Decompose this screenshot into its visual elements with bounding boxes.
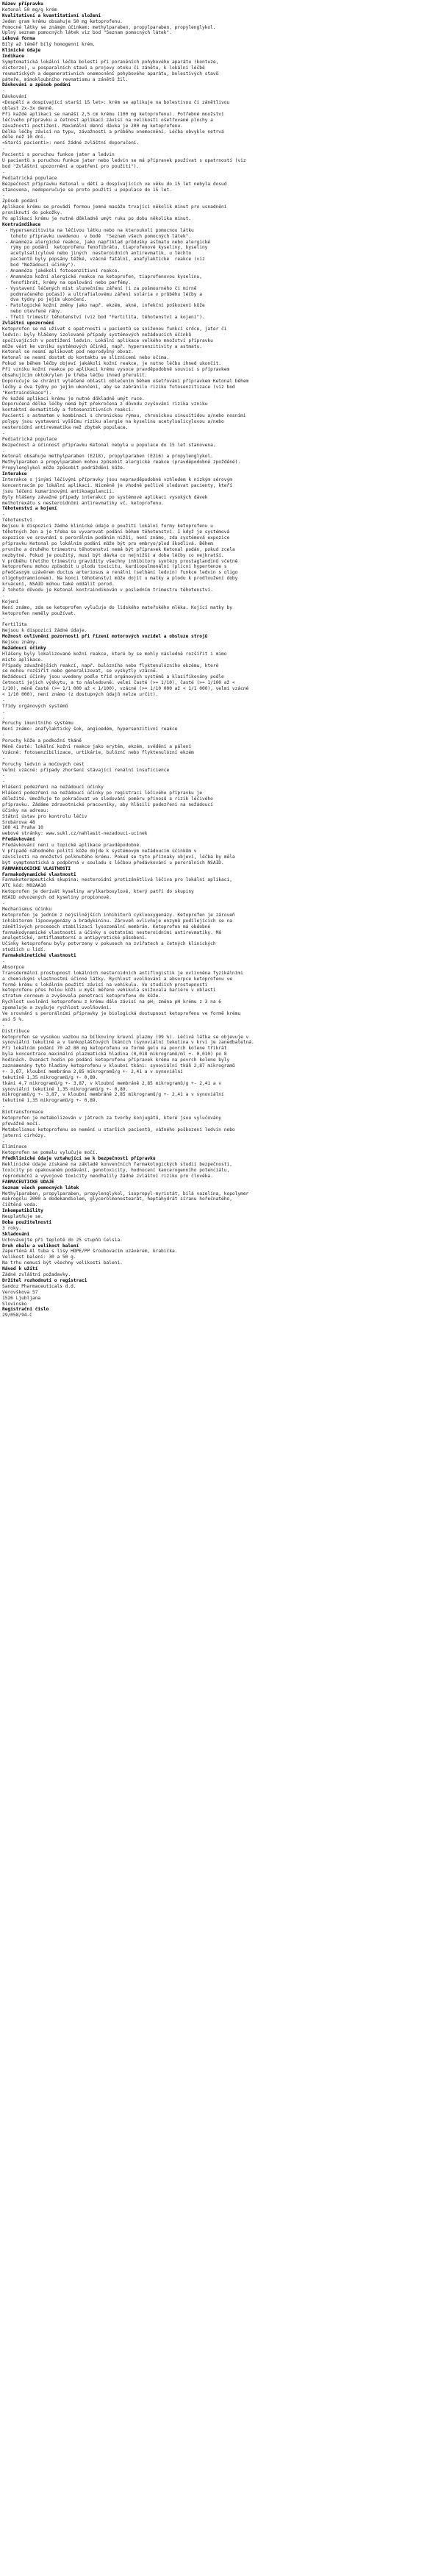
text-line: dva týdny po jejím ukončení.	[2, 297, 87, 303]
text-line: Méně časté: lokální kožní reakce jako erytém, ekzém, svědění a pálení	[2, 744, 192, 749]
text-line: pacientů byly popsány těžké, vzácně fatální, anafylaktické reakce (viz	[2, 257, 205, 263]
section-heading: Inkompatibility	[2, 1208, 43, 1214]
text-line: < 1/10 000), není známo (z dostupných údajů nelze určit).	[2, 691, 159, 697]
text-line: expozice ve srovnání s perorálním podáním nižší, není známo, zda systémová expozice	[2, 535, 230, 540]
text-line: Po každé aplikaci krému je nutné důkladně umýt ruce.	[2, 396, 145, 402]
text-line: zpomaluje a zvyšuje rychlost uvolňování.	[2, 1005, 112, 1011]
text-line: nesteroidní antirevmatika než zbytek populace.	[2, 425, 129, 431]
text-line: Jeden gram krému obsahuje 50 mg ketoprofenu.	[2, 18, 123, 24]
text-line: Biotransformace	[2, 1110, 43, 1116]
text-line: Není známo: anafylaktický šok, angioedém, hypersenzitivní reakce	[2, 727, 178, 732]
text-line: -	[2, 593, 5, 599]
text-line: Farmakoterapeutická skupina: nesteroidní protizánětlivá léčiva pro lokální aplikaci,	[2, 877, 232, 883]
text-line: Symptomatická lokální léčba bolesti při poraněních pohybového aparátu (kontuze,	[2, 59, 219, 65]
text-line: Methylparaben a propylparaben mohou způsobit alergické reakce (pravděpodobně zpožděné).	[2, 460, 241, 465]
text-line: analgetické, antiflamatorní a antipyretické působení.	[2, 935, 148, 941]
text-line: důležité. Umožňuje to pokračovat ve sledování poměru přínosů a rizik léčivého	[2, 796, 213, 802]
text-line: čištěná voda.	[2, 1202, 38, 1208]
text-line: Vzácné: fotosenzibilizace, urtikárie, bulózní nebo flyktenulózní ekzém	[2, 749, 194, 755]
text-line: Ketonal se nesmí dostat do kontaktu se sliznicemi nebo očima.	[2, 355, 170, 361]
text-line: Byly hlášeny závažné případy interakcí po systémové aplikaci vysokých dávek	[2, 494, 208, 500]
text-line: déle než 10 dní.	[2, 135, 46, 140]
text-line: <Starší pacienti>: není žádné zvláštní doporučení.	[2, 140, 140, 146]
text-line: Pacienti s astmatem v kombinaci s chronickou rýmou, chronickou sinusitidou a/nebo nosními	[2, 413, 246, 419]
text-line: může vést ke vzniku systémových účinků, např. hypersenzitivity a astmatu.	[2, 343, 202, 349]
text-line: Pacienti s poruchou funkce jater a ledvin	[2, 152, 115, 158]
text-line: spočívajících v postižení ledvin. Lokální aplikace velkého množství přípravku	[2, 338, 213, 343]
text-line: - Anamnéza jakékoli fotosenzitivní reakce.	[2, 268, 121, 274]
text-line: přípravku. Žádáme zdravotnické pracovníky, aby hlásili podezření na nežádoucí	[2, 802, 213, 807]
text-line: NSAID odvozených od kyseliny propionové.	[2, 895, 112, 901]
text-line: Neklinické údaje získané na základě konvenčních farmakologických studií bezpečnosti,	[2, 1162, 232, 1168]
text-line: -	[2, 901, 5, 907]
text-line: Poruchy kůže a podkožní tkáně	[2, 738, 82, 744]
text-line: webové stránky: www.sukl.cz/nahlasit-nezadouci-ucinek	[2, 831, 148, 837]
text-line: Ketoprofen je jedním z nejsilnějších inhibitorů cyklooxygenázy. Ketoprofen je zároveň	[2, 912, 235, 918]
text-line: Z tohoto důvodu je Ketonal kontraindikován v posledním trimestru těhotenství.	[2, 587, 213, 593]
section-heading: Dávkování a způsob podání	[2, 82, 71, 88]
text-line: -	[2, 1138, 5, 1144]
text-line: 100 41 Praha 10	[2, 825, 43, 831]
text-line: Při každé aplikaci se nanáší 2,5 cm krému (100 mg ketoprofenu). Potřebné množství	[2, 111, 224, 117]
text-line: -	[2, 169, 5, 175]
section-heading: Zvláštní upozornění	[2, 320, 54, 326]
text-line: prvního a druhého trimestru těhotenství nemá být přípravek Ketonal podán, pokud zcela	[2, 546, 235, 552]
text-line: Kojení	[2, 599, 19, 604]
text-line: páteře, mimokloubního revmatismu a zánětů žil.	[2, 76, 129, 82]
text-line: bod "Nežádoucí účinky").	[2, 263, 76, 268]
section-heading: Návod k užití	[2, 1266, 38, 1272]
section-heading: Registrační číslo	[2, 1307, 49, 1313]
text-line: mikrogramů/g +- 3,87, v kloubní membráně 2,85 mikrogramů/g +- 2,41 a v synoviální	[2, 1092, 224, 1098]
text-line: V průběhu třetího trimestru gravidity všechny inhibitory syntézy prostaglandinů včetně	[2, 558, 238, 564]
text-line: -	[2, 715, 5, 721]
text-line: předčasným uzávěrem ductus arteriosus a renální (selhání ledvin) funkce ledvin s oligo	[2, 570, 238, 576]
text-line: účinky na adresu:	[2, 807, 49, 813]
section-heading: Farmakokinetické vlastnosti	[2, 953, 76, 959]
text-line: Neuplatňuje se.	[2, 1214, 43, 1220]
text-line: Při vzniku kožní reakce po aplikaci krému vysoce pravděpodobně souvisí s přípravkem	[2, 367, 230, 373]
text-line: V případě náhodného polití kůže dojde k systémovým nežádoucím účinkům v	[2, 849, 197, 854]
text-line: Fertilita	[2, 622, 27, 628]
text-line: Verovškova 57	[2, 1289, 38, 1295]
text-line: závislosti na množství polknutého krému. Pokud se tyto příznaky objeví, léčba by měla	[2, 854, 235, 860]
text-line: - Vystavení léčených míst slunečnímu záření (i za pošmourného či mírně	[2, 285, 197, 291]
text-line: zánětlivých procesech stabilizací lysozomální membrán. Ketoprofen má obdobné	[2, 924, 211, 930]
text-line: -	[2, 193, 5, 199]
text-line: jsou léčeni kumarinovými antikoagulancii.	[2, 488, 115, 494]
section-heading: FARMACEUTICKÉ ÚDAJE	[2, 1179, 54, 1185]
text-line: převážně močí.	[2, 1121, 41, 1127]
text-line: koncentracím po lokální aplikaci. Nicméně je vhodné pečlivě sledovat pacienty, kteří	[2, 482, 232, 488]
text-line: Propylenglykol může způsobit podráždění kůže.	[2, 465, 126, 471]
section-heading: Skladování	[2, 1231, 30, 1237]
text-line: oblast 2x-3x denně.	[2, 106, 54, 112]
text-line: methotrexátu s nesteroidními antirevmatiky vč. ketoprofenu.	[2, 500, 164, 506]
section-heading: Indikace	[2, 54, 24, 60]
text-line: léčby a dva týdny po jejím ukončení, aby se zabránilo riziku fotosenzitizace (viz bod	[2, 384, 235, 390]
text-line: -	[2, 1022, 5, 1028]
text-line: bod "Zvláštní upozornění a opatření pro použití").	[2, 163, 140, 169]
text-line: acetylsalicylové nebo jiných nesteroidních antirevmatik, u těchto	[2, 251, 192, 257]
text-line: -	[2, 146, 5, 152]
text-line: Ketonal obsahuje methylparaben (E218), propylparaben (E216) a propylenglykol.	[2, 454, 213, 460]
text-line: ketoprofen neměly používat.	[2, 610, 76, 616]
text-line: Hlášeny byly lokalizované kožní reakce, které by se mohly následně rozšířit i mimo	[2, 651, 227, 657]
text-line: Zapertěná Al tuba s lisy HDPE/PP šroubovacím uzávěrem, krabička.	[2, 1249, 178, 1255]
text-line: -	[2, 88, 5, 94]
text-line: -	[2, 773, 5, 779]
text-line: ATC kód: M02AA10	[2, 883, 46, 889]
text-line: 3 roky.	[2, 1225, 22, 1231]
text-line: Dávkování	[2, 94, 27, 100]
text-line: proniknutí do pokožky.	[2, 210, 62, 216]
text-line: místo aplikace.	[2, 657, 43, 663]
text-line: Bezpečnost přípravku Ketonal u dětí a dospívajících ve věku do 15 let nebyla dosud	[2, 181, 227, 187]
text-line: Poruchy ledvin a močových cest	[2, 761, 85, 767]
text-line: Methylparaben, propylparaben, propylenglykol, isopropyl-myristát, bílá vazelína, kopolymer	[2, 1191, 249, 1196]
text-line: ketoprofenu mohou způsobit u plodu toxicitu, kardiopulmonální (plicní hypertenze s	[2, 564, 227, 570]
text-line: makrogolu 2000 a dodekandiolem, glycerolmonostearát, heptahydrát síranu hořečnatého,	[2, 1196, 232, 1202]
text-line: zaznamenány tyto hladiny ketoprofenu v kloubní tkáni: synoviální tkáň 2,87 mikrogramů	[2, 1063, 235, 1068]
text-line: Šrobárova 48	[2, 819, 35, 825]
text-line: -	[2, 755, 5, 761]
text-line: Distribuce	[2, 1028, 30, 1034]
text-line: ketoprofenu přes holou kůži u myší měřeno vehikula snižovala bariéru v oblasti	[2, 988, 216, 993]
text-line: Těhotenství	[2, 518, 32, 524]
text-line: léčivého přípravku a četnost aplikací závisí na velikosti ošetřované plochy a	[2, 117, 213, 123]
text-line: distorze), u posparalních stavů a projevy otoku či zánětu, k lokální léčbě	[2, 65, 205, 71]
text-line: Transdermální prostupnost lokálních nesteroidních antiflogistik je ovlivněna fyzikálními	[2, 970, 243, 976]
text-line: Aplikace krému se provádí formou jemné masáže trvající několik minut pro usnadnění	[2, 204, 227, 210]
section-heading: Předklinické údaje vztahující se k bezpečnosti přípravku	[2, 1156, 156, 1162]
text-line: Ketonal se nesmí aplikovat pod neprodyšný obvaz.	[2, 349, 134, 355]
text-line: inhibitorem lipooxygenázy a bradykininu. Zároveň ovlivňuje enzymů podílejících se na	[2, 918, 232, 924]
section-heading: Těhotenství a kojení	[2, 506, 57, 512]
section-heading: Kvalitativní a kvantitativní složení	[2, 13, 101, 18]
text-line: Po aplikaci krému je nutné důkladně umýt ruku po dobu několika minut.	[2, 215, 192, 221]
text-line: - Hypersenzitivita na léčivou látku nebo na kteroukoli pomocnou látku	[2, 227, 194, 233]
text-line: Doporučuje se chránit vyléčené oblasti oblečením během ošetřování přípravkem Ketonal během	[2, 378, 249, 384]
section-heading: Držitel rozhodnutí o registraci	[2, 1277, 87, 1283]
text-line: reprodukční a vývojové toxicity neodhalily žádné zvláštní riziko pro člověka.	[2, 1173, 213, 1179]
section-heading: Klinické údaje	[2, 48, 41, 54]
text-line: -	[2, 732, 5, 738]
text-line: Žádné zvláštní požadavky.	[2, 1272, 71, 1278]
text-line: hodinách. Dvanáct hodin po podání ketoprofenu přípravek krému na povrch kolene byly	[2, 1057, 230, 1063]
section-heading: Farmakodynamické vlastnosti	[2, 871, 76, 877]
text-line: rýmy po podání ketoprofenu fenofibrátu, tiaprofenové kyseliny, kyseliny	[2, 245, 208, 251]
text-line: -	[2, 512, 5, 518]
text-line: tkáni 4,7 mikrogramů/g +- 3,87, v kloubní membráně 2,85 mikrogramů/g +- 2,41 a v	[2, 1080, 222, 1086]
text-line: tohoto přípravku uvedenou v bodě "Seznam všech pomocných látek".	[2, 233, 192, 239]
text-line: synoviální tekutině a v tenkoplášťových tkáních (synoviální tekutina v krvi je zanedbatelná.	[2, 1040, 254, 1046]
text-line: kontaktní dermatitidy a fotosenzitivních reakcí.	[2, 407, 134, 413]
text-line: četnosti jejich výskytu, a to následovně: velmi časté (>= 1/10), časté (>= 1/100 až <	[2, 680, 235, 686]
text-line: Metabolismus ketoprofenu se nemění u starších pacientů, vážného poškození ledvin nebo	[2, 1127, 235, 1132]
section-heading: FARMAKOLOGICKÉ VLASTNOSTI	[2, 866, 71, 871]
text-line: Pediatrická populace	[2, 175, 57, 181]
text-line: toxicity po opakovaném podávání, genotoxicity, hodnocení kancerogenního potenciálu,	[2, 1168, 230, 1174]
text-line: krvácení, NSAID mohou také oddálit porod.	[2, 582, 115, 588]
text-line: -	[2, 697, 5, 703]
text-line: závažnosti postižení. Maximální denní dávka je 200 mg ketoprofenu.	[2, 123, 183, 129]
text-line: Bílý až téměř bílý homogenní krém.	[2, 42, 96, 48]
text-line: jaterní cirhózy.	[2, 1132, 46, 1138]
text-line: Hlášení podezření na nežádoucí účinky po registraci léčivého přípravku je	[2, 791, 202, 796]
text-line: Pediatrická populace	[2, 436, 57, 442]
text-line: Ketoprofen se má užívat s opatrností u pacientů se sníženou funkcí srdce, jater či	[2, 326, 227, 332]
text-line: a chemickými vlastnostmi účinné látky. Rychlost uvolňování a absorpce ketoprofenu ve	[2, 976, 232, 982]
text-line: Ketoprofen je derivát kyseliny arylkarboxylové, který patří do skupiny	[2, 889, 194, 895]
text-line: revmatických a degenerativních onemocnění pohybového aparátu, bolestivých stavů	[2, 71, 219, 76]
text-line: -	[2, 448, 5, 454]
text-line: Interakce s jinými léčivými přípravky jsou nepravděpodobné vzhledem k nízkým sérovým	[2, 477, 232, 483]
text-line: Absorpce	[2, 964, 24, 970]
text-line: - Anamnéza alergické reakce, jako například průdušky astmatu nebo alergické	[2, 239, 211, 245]
text-line: 1/10), méně časté (>= 1/1 000 až < 1/100), vzácné (>= 1/10 000 až < 1/1 000), velmi vzácné	[2, 686, 249, 692]
text-line: přípravku Ketonal po lokálním podání může být pro embryo/plod škodlivá. Během	[2, 540, 213, 546]
text-line: nebo otevřené rány.	[2, 309, 62, 315]
text-line: Předávkování není u topické aplikace pravděpodobné.	[2, 843, 142, 849]
section-heading: Kontraindikace	[2, 221, 41, 227]
text-line: Úplný seznam pomocných látek viz bod "Seznam pomocných látek".	[2, 30, 172, 36]
text-line: -	[2, 709, 5, 715]
section-heading: Možnost ovlivnění pozornosti při řízení motorových vozidel a obsluze strojů	[2, 634, 208, 640]
section-heading: Interakce	[2, 471, 27, 477]
text-line: -	[2, 616, 5, 622]
section-heading: Doba použitelnosti	[2, 1220, 52, 1226]
text-line: Uchovávejte při teplotě do 25 stupňů Celsia.	[2, 1237, 123, 1243]
text-line: obsahujícím oktokrylen je třeba léčbu ihned přerušit.	[2, 373, 148, 378]
text-line: Mechanismus účinku	[2, 906, 52, 912]
text-line: Pomocné látky se známým účinkem: methylparaben, propylparaben, propylenglykol.	[2, 24, 216, 30]
text-line: Ketonal 50 mg/g krém	[2, 7, 57, 13]
text-line: 1526 Ljubljana	[2, 1295, 41, 1301]
text-line: <Dospělí a dospívající starší 15 let>: krém se aplikuje na bolestivou či zánětlivou	[2, 100, 230, 106]
text-line: Délka léčby závisí na typu, závažnosti a průběhu onemocnění. Léčba obvykle netrvá	[2, 129, 224, 135]
text-line: Nežádoucí účinky jsou uvedeny podle tříd orgánových systémů a klasifikovány podle	[2, 674, 224, 680]
text-line: Státní ústav pro kontrolu léčiv	[2, 813, 87, 819]
text-line: Způsob podání	[2, 199, 38, 204]
text-line: tekutině 1,35 mikrogramů/g +- 0,89.	[2, 1074, 98, 1080]
text-line: Nejsou k dispozici žádné klinické údaje o použití lokální formy ketoprofenu u	[2, 524, 213, 529]
spc-document	[2, 1, 436, 1319]
section-heading: Předávkování	[2, 837, 35, 843]
text-line: Eliminace	[2, 1144, 27, 1150]
text-line: Nejsou k dispozici žádné údaje.	[2, 628, 87, 634]
text-line: Případy závažnějších reakcí, např. bulózního nebo flyktenulózního ekzému, které	[2, 663, 219, 668]
text-line: - Třetí trimestr těhotenství (viz bod "Fertilita, těhotenství a kojení").	[2, 315, 205, 321]
text-line: podmračeného počasí) a ultrafialovému záření solária v průběhu léčby a	[2, 291, 202, 297]
text-line: Není známo, zda se ketoprofen vylučuje do lidského mateřského mléka. Kojící matky by	[2, 604, 232, 610]
section-heading: Název přípravku	[2, 1, 43, 7]
text-line: Slovinsko	[2, 1301, 27, 1307]
text-line: Velmi vzácné: případy zhoršení stávající renální insuficience	[2, 767, 170, 773]
text-line: nezbytné. Pokud je použitý, musí být dávka co nejnižší a doba léčby co nejkratší.	[2, 552, 224, 558]
text-line: Na trhu nemusí být všechny velikosti balení.	[2, 1260, 123, 1266]
text-line: Třídy orgánových systémů	[2, 703, 68, 709]
text-line: stanovena, nedoporučuje se proto použití u populace do 15 let.	[2, 187, 172, 193]
text-line: Ketoprofen je metabolizován v játrech za tvorby konjugátů, které jsou vylučovány	[2, 1116, 222, 1121]
section-heading: Nežádoucí účinky	[2, 645, 46, 651]
text-line: Účinky ketoprofenu byly potvrzeny v pokusech na zvířatech a četných klinických	[2, 941, 216, 947]
text-line: těhotných žen a je třeba se vyvarovat podání během těhotenství. I když je systémová	[2, 529, 230, 535]
section-heading: Druh obalu a velikost balení	[2, 1243, 79, 1249]
text-line: formě krému s lokálním použití závisí na vehikulu. Ve studiích prostupnosti	[2, 982, 208, 988]
text-line: -	[2, 779, 5, 785]
text-line: Ketoprofen se vysokou vazbou na bílkoviny krevní plazmy (99 %). Léčivá látka se objevuje v	[2, 1034, 249, 1040]
text-line: Sandoz Pharmaceuticals d.d.	[2, 1283, 76, 1289]
text-line: Ve srovnání s perorálními přípravky je biologická dostupnost ketoprofenu ve formě krému	[2, 1010, 241, 1016]
text-line: Poruchy imunitního systému	[2, 721, 74, 727]
text-line: -	[2, 430, 5, 436]
text-line: oligohydramnionem). Na konci těhotenství může dojít u matky a plodu k prodloužení doby	[2, 576, 238, 582]
section-heading: Léková forma	[2, 36, 35, 42]
text-line: být symptomatická a podpůrná v souladu s léčbou předávkování u perorálních NSAID.	[2, 860, 224, 866]
text-line: fenofibrát, krémy na opalování nebo parfémy.	[2, 279, 132, 285]
text-line: se mohou rozšířit nebo generalizovat, se vyskytly vzácně.	[2, 668, 159, 674]
text-line: Nejsou známy.	[2, 639, 38, 645]
text-line: "Kontraindikace").	[2, 390, 52, 396]
text-line: byla koncentrace maximální plazmatická hladina (0,018 mikrogramů/ml +- 0,010) po 8	[2, 1052, 227, 1057]
text-line: polypy jsou vystaveni vyššímu riziku alergie na kyselinu acetylsalicylovou a/nebo	[2, 419, 224, 425]
text-line: U pacientů s poruchou funkce jater nebo ledvin se má přípravek používat s opatrností (viz	[2, 158, 246, 164]
text-line: -	[2, 1104, 5, 1110]
text-line: Pokud se během léčby objeví jakákoli kožní reakce, je nutno léčbu ihned ukončit.	[2, 361, 222, 367]
text-line: -	[2, 958, 5, 964]
text-line: - Anamnéza kožní alergické reakce na ketoprofen, tiaprofenovou kyselinu,	[2, 274, 202, 279]
text-line: Při lokálním podání 70 až 80 mg ketoprofenu ve formě gelu na povrch kolene třikrát	[2, 1046, 227, 1052]
text-line: Rychlost uvolnění ketoprofenu z krému dále závisí na pH; změna pH krému z 3 na 6	[2, 999, 222, 1005]
text-line: synoviální tekutině 1,35 mikrogramů/g +- 0,89.	[2, 1086, 129, 1092]
text-line: farmakodynamické vlastnosti a účinky s ostatními nesteroidními antirevmatiky. Má	[2, 930, 222, 935]
section-heading: Seznam všech pomocných látek	[2, 1185, 79, 1191]
text-line: - Patologické kožní změny jako např. ekzém, akné, infekční poškození kůže	[2, 303, 205, 309]
text-line: stratum corneum a zvyšovala penetraci ketoprofenu do kůže.	[2, 993, 162, 999]
text-line: Bezpečnost a účinnost přípravku Ketonal nebyla u populace do 15 let stanovena.	[2, 442, 216, 448]
text-line: Ketoprofen se pomalu vylučuje močí.	[2, 1150, 98, 1156]
text-line: studiích u lidí.	[2, 947, 46, 953]
text-line: +- 3,87, kloubní membrána 2,85 mikrogramů/g +- 2,41 a v synoviální	[2, 1068, 183, 1074]
text-line: ledvin: byly hlášeny izolované případy systémových nežádoucích účinků	[2, 332, 192, 338]
text-line: Doporučená délka léčby nemá být překročena z důvodu zvyšování rizika vzniku	[2, 402, 208, 407]
text-line: 29/058/94-C	[2, 1313, 32, 1319]
text-line: Hlášení podezření na nežádoucí účinky	[2, 785, 104, 791]
text-line: Velikost balení: 30 a 50 g.	[2, 1255, 76, 1260]
text-line: asi 5 %.	[2, 1016, 24, 1022]
text-line: tekutině 1,35 mikrogramů/g +- 0,89.	[2, 1098, 98, 1104]
